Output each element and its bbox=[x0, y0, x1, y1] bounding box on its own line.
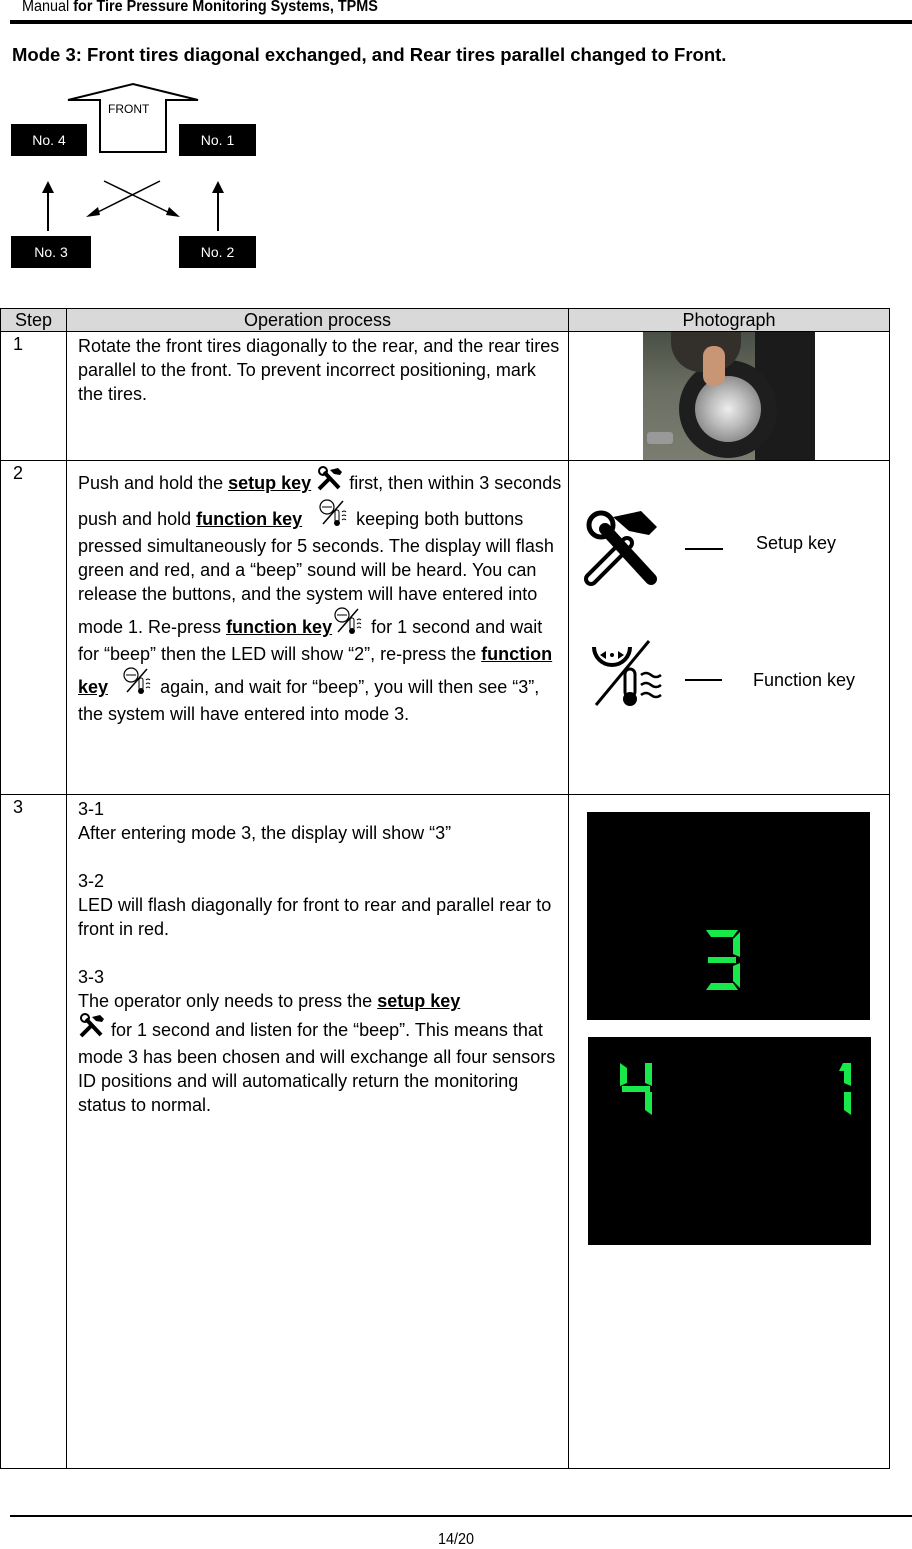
led-digit-1-value bbox=[590, 1037, 591, 1038]
substep-text: After entering mode 3, the display will show “3” bbox=[78, 823, 452, 843]
substep-number: 3-2 bbox=[78, 871, 105, 891]
text-run: again, and wait for “beep”, you will then see “3”, the system will have entered into mode 3. bbox=[78, 677, 540, 724]
function-key-term: function key bbox=[196, 509, 303, 529]
text-run: Push and hold the bbox=[78, 473, 229, 493]
legend-function-label: Function key bbox=[753, 670, 856, 690]
header-process: Operation process bbox=[67, 309, 569, 332]
text-run: first, then within 3 seconds push and hold bbox=[78, 473, 562, 529]
photo-cell bbox=[569, 332, 890, 461]
text-run: for 1 second and wait for “beep” then the LED will show “2”, re-press the bbox=[78, 617, 543, 664]
running-header bbox=[22, 0, 378, 16]
function-key-large-icon bbox=[591, 639, 665, 717]
step2-text bbox=[67, 461, 568, 726]
tire-no2: No. 2 bbox=[179, 236, 256, 268]
footer-rule bbox=[10, 1515, 912, 1517]
diagonal-arrow-right bbox=[104, 181, 170, 213]
header-step: Step bbox=[1, 309, 67, 332]
function-key-icon bbox=[332, 606, 366, 642]
header-manual: Manual bbox=[22, 0, 70, 15]
tire-photo bbox=[643, 332, 815, 460]
text-run: keeping both buttons pressed simultaneously for 5 seconds. The display will flash green and red, and a “beep” sound will be heard. You can release the buttons, and the system will have entered into mode 1. Re-press bbox=[78, 509, 554, 637]
text-run: for 1 second and listen for the “beep”. This means that mode 3 has been chosen and will exchange all four sensors ID positions and will automatically return the monitoring status to normal. bbox=[78, 1020, 556, 1115]
setup-key-term: setup key bbox=[377, 991, 461, 1011]
substep-number: 3-3 bbox=[78, 967, 105, 987]
led-digit-3 bbox=[700, 928, 744, 992]
tire-no4: No. 4 bbox=[11, 124, 87, 156]
operations-table bbox=[0, 308, 890, 1469]
table-row bbox=[1, 461, 890, 795]
photo-cell bbox=[569, 461, 890, 795]
table-row bbox=[1, 332, 890, 461]
photo-cell bbox=[569, 795, 890, 1469]
step-description bbox=[67, 795, 569, 1469]
led-display-positions bbox=[588, 1037, 871, 1245]
function-key-icon bbox=[317, 498, 351, 534]
header-title: for Tire Pressure Monitoring Systems, TPMS bbox=[73, 0, 378, 15]
led-display-mode3 bbox=[587, 812, 870, 1020]
mode-title: Mode 3: Front tires diagonal exchanged, and Rear tires parallel changed to Front. bbox=[12, 44, 727, 65]
header-rule bbox=[10, 20, 912, 24]
setup-key-large-icon bbox=[583, 509, 663, 593]
substep-text: LED will flash diagonally for front to rear and parallel rear to front in red. bbox=[78, 895, 552, 939]
step-description bbox=[67, 332, 569, 461]
step3-text bbox=[67, 795, 568, 1117]
led-digit-3-value bbox=[587, 812, 588, 813]
function-key-term: function key bbox=[78, 644, 553, 697]
step-description bbox=[67, 461, 569, 795]
page-number: 14/20 bbox=[437, 1531, 475, 1548]
function-key-term: function key bbox=[226, 617, 333, 637]
substep-text bbox=[78, 989, 560, 1117]
table-header-row bbox=[1, 309, 890, 332]
text-run: The operator only needs to press the bbox=[78, 991, 378, 1011]
led-digit-4-value bbox=[588, 1037, 589, 1038]
function-key-icon bbox=[121, 666, 155, 702]
rotation-diagram bbox=[0, 80, 300, 280]
legend-line-function bbox=[685, 679, 722, 681]
led-digit-1 bbox=[835, 1061, 859, 1117]
step1-text: Rotate the front tires diagonally to the rear, and the rear tires parallel to the front. To prevent incorrect positioning, mark the tires. bbox=[78, 336, 560, 404]
tire-no1: No. 1 bbox=[179, 124, 256, 156]
header-photo: Photograph bbox=[569, 309, 890, 332]
setup-key-icon bbox=[316, 466, 344, 498]
led-digit-4 bbox=[616, 1061, 656, 1117]
step-number: 2 bbox=[1, 461, 67, 795]
step-number: 1 bbox=[1, 332, 67, 461]
front-label: FRONT bbox=[108, 102, 150, 116]
substep-number: 3-1 bbox=[78, 799, 105, 819]
step-number: 3 bbox=[1, 795, 67, 1469]
legend-setup-label: Setup key bbox=[756, 533, 837, 553]
tire-no3: No. 3 bbox=[11, 236, 91, 268]
setup-key-icon bbox=[78, 1013, 106, 1045]
diagonal-arrow-left bbox=[96, 181, 160, 213]
legend-line-setup bbox=[685, 548, 723, 550]
setup-key-term: setup key bbox=[228, 473, 312, 493]
table-row bbox=[1, 795, 890, 1469]
